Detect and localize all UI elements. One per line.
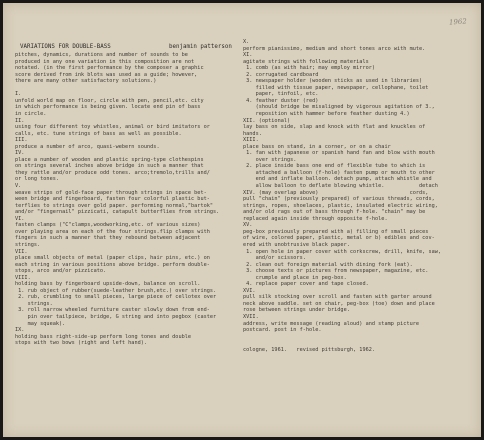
left-text-line: stops with two bows (right and left hand). [15, 340, 148, 347]
right-text-line: and/or scissors. [243, 255, 306, 262]
left-text-line: unfold world map on floor, circle with pen, pencil,etc. city [15, 97, 204, 104]
right-text-line: end and inflate balloon. detach pump, attach whistle and [243, 176, 432, 183]
left-text-line: and/or "fingernail" pizzicati, catapult butterflies from strings. [15, 209, 220, 216]
left-text-line: strings. [15, 300, 53, 307]
right-text-line: allow balloon to deflate blowing whistle. detach [243, 183, 438, 190]
left-text-line: pitches, dynamics, durations and number of sounds to be [15, 52, 188, 59]
left-text-line: VIII. [15, 274, 31, 281]
right-text-line: X. [243, 39, 250, 45]
left-text-line: each string in various positions above bridge. perform double- [15, 261, 210, 268]
left-text-line: produced in any one variation in this composition are not [15, 58, 195, 65]
left-text-line: pin over tailpiece, bridge, G string and into pegbox (caster [15, 313, 217, 320]
left-text-line: VI. [15, 215, 25, 222]
right-text-line: XVII. [243, 313, 259, 320]
left-text-line: notated. (in the first performance by the composer a graphic [15, 65, 204, 72]
right-text-line: pull silk stocking over scroll and fasten with garter around [243, 294, 432, 301]
left-text-line: or long tones. [15, 176, 60, 183]
right-text-line: filled with tissue paper, newspaper, cellophane, toilet [243, 84, 429, 91]
left-text-line: IV. [15, 150, 25, 157]
right-text-line: XVI. [243, 287, 256, 294]
left-text-line: 2. rub, crumbling to small pieces, large piece of cellotex over [15, 294, 217, 301]
right-text-line: over strings. [243, 156, 297, 163]
right-text-line: 1. comb (as with hair; may employ mirror) [243, 65, 376, 72]
right-text-line: hands. [243, 130, 262, 137]
left-text-line: there are many other satisfactory solutions.) [15, 78, 157, 85]
left-text-line: in circle. [15, 111, 47, 118]
right-text-line: pull "chain" (previously prepared) of various threads, cords, [243, 196, 435, 203]
right-text-line: 4. replace paper cover and tape closed. [243, 281, 369, 288]
handwritten-year-mark: 1962 [448, 17, 468, 27]
left-text-line: calls, etc. tune strings of bass as well as possible. [15, 130, 182, 137]
right-text-line: 3. choose texts or pictures from newspaper, magazine, etc. [243, 268, 429, 275]
left-text-line: on strings several inches above bridge in such a manner that [15, 163, 204, 170]
right-text-line: replaced again inside through opposite f-hole. [243, 215, 388, 222]
right-text-line: (should bridge be misaligned by vigorous agitation of 3., [243, 104, 435, 111]
left-text-line: using four different toy whistles, animal or bird imitators or [15, 124, 210, 131]
left-text-line: weave strips of gold-face paper through strings in space bet- [15, 189, 207, 196]
left-text-line: in which performance is being given. locate end pin of bass [15, 104, 201, 111]
right-text-line: crumple and place in peg-box. [243, 274, 347, 281]
right-text-line: and/or old rags out of bass through f-hole. "chain" may be [243, 209, 426, 216]
left-text-line: terflies to strings over gold paper. performing normal,"bartok" [15, 202, 214, 209]
right-text-line: paper, tinfoil, etc. [243, 91, 319, 98]
left-text-line: holding bass right-side-up perform long tones and double [15, 333, 192, 340]
left-text-line: VII. [15, 248, 28, 255]
left-text-line: place small objects of metal (paper clips, hair pins, etc.) on [15, 255, 210, 262]
right-text-line: lay bass on side, slap and knock with flat and knuckles of [243, 124, 426, 131]
right-text-line: place bass on stand, in a corner, or on a chair [243, 143, 391, 150]
right-text-line: reposition with hammer before feather dusting 4.) [243, 111, 410, 118]
right-text-line: postcard. post in f-hole. [243, 327, 322, 334]
right-text-line: neck above saddle. set on chair, peg-box (toe) down and place [243, 300, 435, 307]
right-text-line: rose between strings under bridge. [243, 307, 350, 314]
left-text-line: holding bass by fingerboard upside-down, balance on scroll. [15, 281, 201, 288]
right-text-line: perform pianissimo, medium and short tones arco with mute. [243, 45, 426, 52]
right-text-line: address, write message (reading aloud) and stamp picture [243, 320, 420, 327]
left-column [15, 39, 237, 347]
left-text-line: II. [15, 117, 25, 124]
right-text-line: attached a balloon (f-hole) fasten pump or mouth to other [243, 169, 435, 176]
left-text-line: place a number of wooden and plastic spring-type clothespins [15, 156, 204, 163]
left-text-line: over playing area on each of the four strings.flip clamps with [15, 228, 210, 235]
document-title: VARIATIONS FOR DOUBLE-BASS [20, 44, 111, 50]
right-text-line: XII. (optional) [243, 117, 291, 124]
right-text-line: ered with unobtrusive black paper. [243, 241, 350, 248]
left-text-line: may squeak). [15, 320, 66, 327]
score-page [3, 3, 481, 437]
left-text-line: IX. [15, 327, 25, 334]
left-text-line: strings. [15, 241, 41, 248]
left-text-line: they rattle and/or produce odd tones. arco;tremolo,trills and/ [15, 169, 210, 176]
left-text-line: V. [15, 183, 22, 190]
right-text-line: cologne, 1961. revised pittsburgh, 1962. [243, 346, 376, 353]
left-text-line: score derived from ink blots was used as a guide; however, [15, 71, 198, 78]
left-text-line: stops, arco and/or pizzicato. [15, 268, 107, 275]
right-text-line: 2. corrugated cardboard [243, 71, 319, 78]
right-text-line: strings, ropes, shoelaces, plastic, insulated electric wiring, [243, 202, 438, 209]
right-text-line: 1. fan with japanese or spanish hand fan and blow with mouth [243, 150, 435, 157]
left-text-line: I. [15, 91, 22, 98]
left-text-line: produce a number of arco, quasi-webern sounds. [15, 143, 160, 150]
author-name: benjamin patterson [169, 44, 232, 50]
right-text-line: 2. clean out foreign material with dining fork (eat). [243, 261, 413, 268]
right-text-line: 4. feather duster (red) [243, 97, 319, 104]
right-text-line: 1. open hole in paper cover with corkscrew, drill, knife, saw, [243, 248, 442, 255]
right-text-line: XV. [243, 222, 253, 229]
right-text-line: XIV. (may overlap above) cords, [243, 189, 429, 196]
left-text-line: III. [15, 137, 28, 144]
left-text-line: fingers in such a manner that they rebound between adjacent [15, 235, 201, 242]
right-text-line: peg-box previously prepared with a) filling of small pieces [243, 228, 429, 235]
right-text-line: of wire, colored paper, plastic, metal or b) edibles and cov- [243, 235, 435, 242]
left-text-line: fasten clamps ("C"clamps,woodworking,etc. of various sizes) [15, 222, 201, 229]
right-text-line: XI. [243, 52, 253, 59]
right-column [243, 39, 469, 353]
right-text-line: 3. newspaper holder (wooden sticks as used in libraries) [243, 78, 423, 85]
left-text-line: 3. roll narrow wheeled furniture caster slowly down from end- [15, 307, 210, 314]
right-text-line: XIII. [243, 137, 259, 144]
left-text-line: ween bridge and fingerboard, fasten four colorful plastic but- [15, 196, 210, 203]
right-text-line: agitate strings with following materials [243, 58, 369, 65]
right-text-line: 2. place inside bass one end of flexible tube to which is [243, 163, 426, 170]
left-text-line: 1. rub object of rubber(suede-leather brush,etc.) over strings. [15, 287, 217, 294]
